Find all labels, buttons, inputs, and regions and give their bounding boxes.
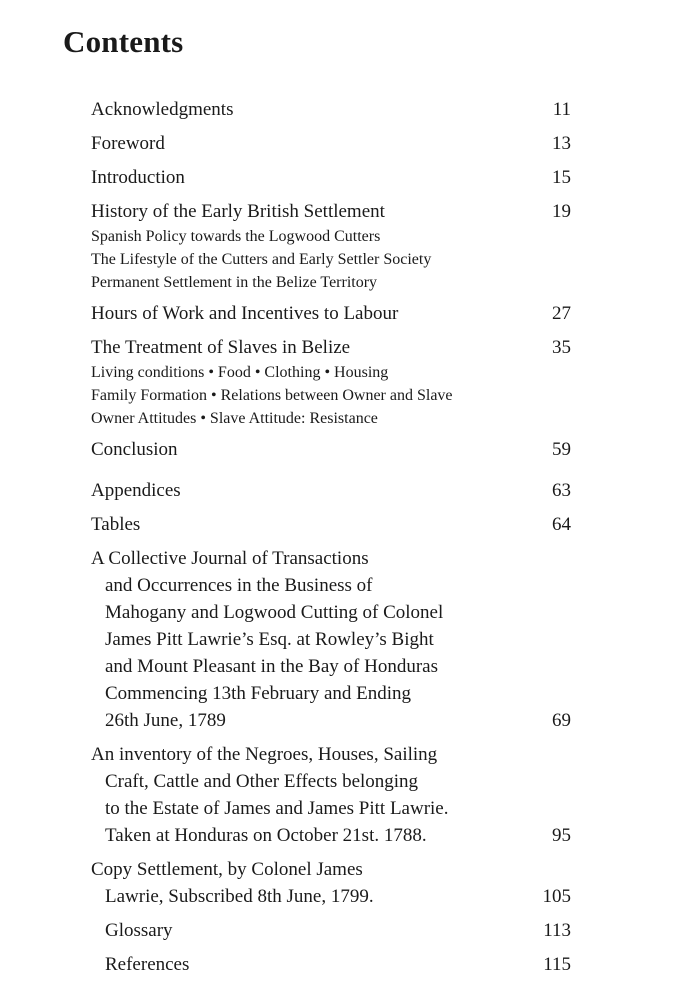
toc-subentry: Spanish Policy towards the Logwood Cutters xyxy=(91,228,381,245)
toc-entry-line: and Mount Pleasant in the Bay of Honduras xyxy=(105,656,438,677)
toc-entry-title: The Treatment of Slaves in Belize xyxy=(91,337,351,358)
toc-entry-title: Introduction xyxy=(91,167,185,188)
page-title: Contents xyxy=(63,24,184,59)
toc-entry-title: Tables xyxy=(91,514,141,535)
toc-entry-line: Copy Settlement, by Colonel James xyxy=(91,859,363,880)
toc-page-number: 15 xyxy=(552,167,571,188)
toc-entry-line: Mahogany and Logwood Cutting of Colonel xyxy=(105,602,444,623)
toc-entry-glossary[interactable] xyxy=(91,917,571,944)
toc-page-number: 64 xyxy=(552,514,571,535)
toc-entry-foreword[interactable] xyxy=(91,130,571,157)
toc-page-number: 11 xyxy=(552,99,571,120)
toc-entry-line: A Collective Journal of Transactions xyxy=(91,548,369,569)
toc-entry-title: History of the Early British Settlement xyxy=(91,201,385,222)
toc-entry-line: to the Estate of James and James Pitt Lawrie. xyxy=(105,798,449,819)
toc-entry-collective-journal[interactable] xyxy=(91,545,571,734)
toc-entry-hours-of-work[interactable] xyxy=(91,300,571,327)
toc-page-number: 115 xyxy=(543,954,571,975)
toc-page-number: 105 xyxy=(542,886,571,907)
toc-page-number: 63 xyxy=(552,480,571,501)
toc-page-number: 113 xyxy=(543,920,571,941)
toc-entry-title: References xyxy=(105,954,190,975)
toc-entry-acknowledgments[interactable] xyxy=(91,96,571,123)
toc-entry-references[interactable] xyxy=(91,951,571,978)
toc-entry-title: Hours of Work and Incentives to Labour xyxy=(91,303,399,324)
toc-entry-introduction[interactable] xyxy=(91,164,571,191)
toc-entry-line: An inventory of the Negroes, Houses, Sailing xyxy=(91,744,438,765)
toc-page-number: 95 xyxy=(552,825,571,846)
toc-page-number: 13 xyxy=(552,133,571,154)
toc-page-number: 19 xyxy=(552,201,571,222)
toc-entry-copy-settlement[interactable] xyxy=(91,856,571,910)
toc-entry-line: Craft, Cattle and Other Effects belonging xyxy=(105,771,419,792)
toc-entry-treatment-of-slaves[interactable] xyxy=(91,334,571,430)
toc-page-number: 59 xyxy=(552,439,571,460)
toc-entry-title: Conclusion xyxy=(91,439,178,460)
toc-subentry: Family Formation • Relations between Owner and Slave xyxy=(91,387,453,404)
toc-subentry: Permanent Settlement in the Belize Territory xyxy=(91,274,378,291)
toc-page-number: 69 xyxy=(552,710,571,731)
toc-entry-title: Acknowledgments xyxy=(91,99,234,120)
toc-entry-title: Foreword xyxy=(91,133,165,154)
toc-entry-title: Appendices xyxy=(91,480,181,501)
toc-page-number: 27 xyxy=(552,303,571,324)
toc-entry-appendices[interactable] xyxy=(91,477,571,504)
toc-entry-history[interactable] xyxy=(91,198,571,294)
toc-entry-conclusion[interactable] xyxy=(91,436,571,463)
toc-entry-title: Glossary xyxy=(105,920,173,941)
toc-subentry: Living conditions • Food • Clothing • Housing xyxy=(91,364,389,381)
toc-subentry: Owner Attitudes • Slave Attitude: Resistance xyxy=(91,410,378,427)
toc-entry-line: Lawrie, Subscribed 8th June, 1799. xyxy=(105,886,374,907)
toc-page-number: 35 xyxy=(552,337,571,358)
toc-entry-tables[interactable] xyxy=(91,511,571,538)
toc-entry-line: Commencing 13th February and Ending xyxy=(105,683,412,704)
toc-subentry: The Lifestyle of the Cutters and Early Settler Society xyxy=(91,251,432,268)
toc-entry-line: James Pitt Lawrie’s Esq. at Rowley’s Bight xyxy=(105,629,434,650)
toc-entry-inventory[interactable] xyxy=(91,741,571,849)
toc-entry-line: 26th June, 1789 xyxy=(105,710,226,731)
toc-entry-line: and Occurrences in the Business of xyxy=(105,575,373,596)
toc-entry-line: Taken at Honduras on October 21st. 1788. xyxy=(105,825,427,846)
